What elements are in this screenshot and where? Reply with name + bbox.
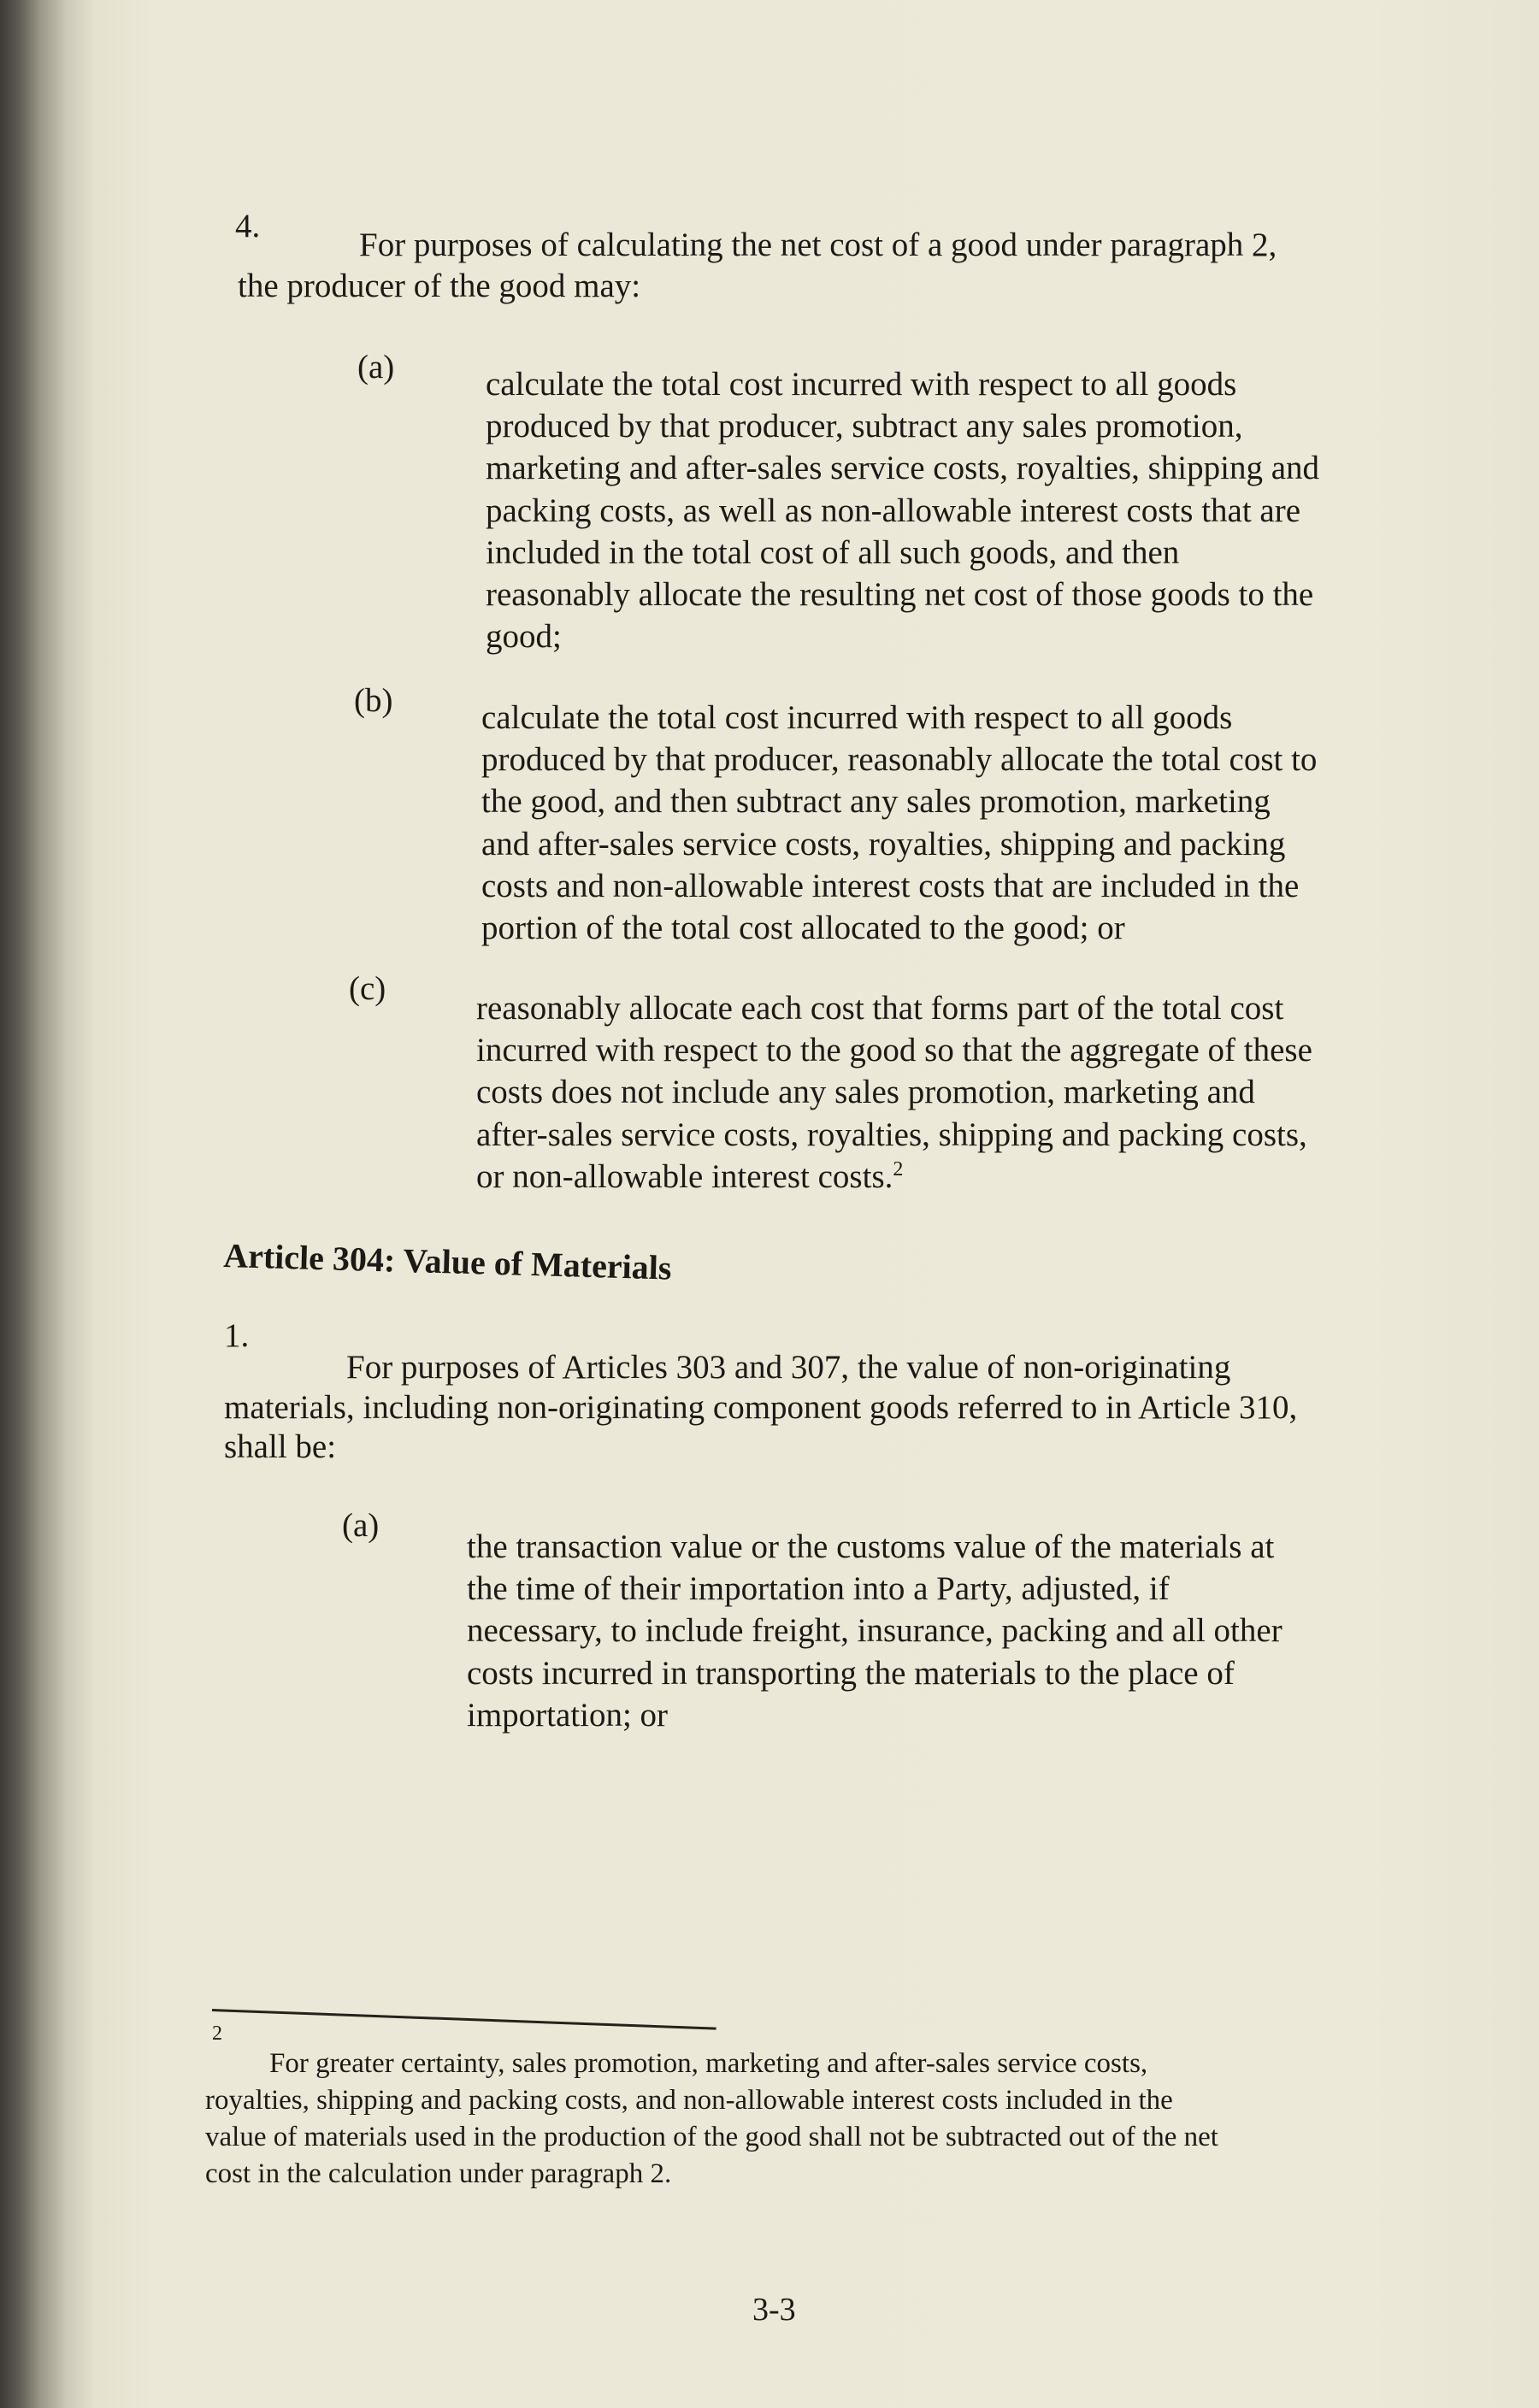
- footnote-line-3: value of materials used in the production of the good shall not be subtracted out of the net: [205, 2122, 1218, 2152]
- footnote-line-2: royalties, shipping and packing costs, and non-allowable interest costs included in the: [205, 2085, 1173, 2116]
- footnote-reference: 2: [893, 1157, 904, 1180]
- item-text-c: reasonably allocate each cost that forms part of the total cost incurred with respect to the good so that the aggregate of these costs does not include any sales promotion, marketing and after-sales service costs, royalties, shipping and packing costs, or non-allowable interest costs.: [476, 990, 1312, 1195]
- item-label-a: (a): [357, 349, 395, 386]
- item-text-b: calculate the total cost incurred with respect to all goods produced by that producer, reasonably allocate the total cost to the good, and then subtract any sales promotion, marketing and after-sales service costs, royalties, shipping and packing costs and non-allowable interest costs that are included in the portion of the total cost allocated to the good; or: [481, 699, 1318, 947]
- paragraph-number: 4.: [235, 208, 261, 244]
- article-paragraph-line-2: materials, including non-originating component goods referred to in Article 310,: [224, 1389, 1298, 1426]
- page-number: 3-3: [752, 2292, 796, 2328]
- footnote-divider: [212, 2009, 716, 2030]
- paragraph-intro-line-2: the producer of the good may:: [238, 268, 641, 304]
- paragraph-intro-line-1: For purposes of calculating the net cost of a good under paragraph 2,: [359, 227, 1277, 263]
- article-paragraph-number: 1.: [224, 1317, 250, 1354]
- footnote-line-4: cost in the calculation under paragraph 2.: [205, 2158, 672, 2189]
- article-item-text-a: the transaction value or the customs value of the materials at the time of their importation into a Party, adjusted, if necessary, to include freight, insurance, packing and all other costs incurred in transporting the materials to the place of importation; or: [467, 1528, 1282, 1734]
- article-paragraph-line-1: For purposes of Articles 303 and 307, the value of non-originating: [346, 1349, 1231, 1386]
- article-heading: Article 304: Value of Materials: [222, 1235, 673, 1287]
- item-label-c: (c): [349, 970, 386, 1007]
- item-label-b: (b): [354, 682, 393, 719]
- article-paragraph-line-3: shall be:: [224, 1428, 337, 1465]
- footnote-number: 2: [212, 2022, 222, 2045]
- item-text-a: calculate the total cost incurred with respect to all goods produced by that producer, subtract any sales promotion, marketing and after-sales service costs, royalties, shipping and packing costs, as well as non-allowable interest costs that are included in the total cost of all such goods, and then reasonably allocate the resulting net cost of those goods to the good;: [486, 366, 1319, 656]
- article-item-label-a: (a): [342, 1507, 380, 1544]
- item-c: [476, 987, 1434, 1198]
- footnote-line-1: For greater certainty, sales promotion, marketing and after-sales service costs,: [269, 2048, 1148, 2079]
